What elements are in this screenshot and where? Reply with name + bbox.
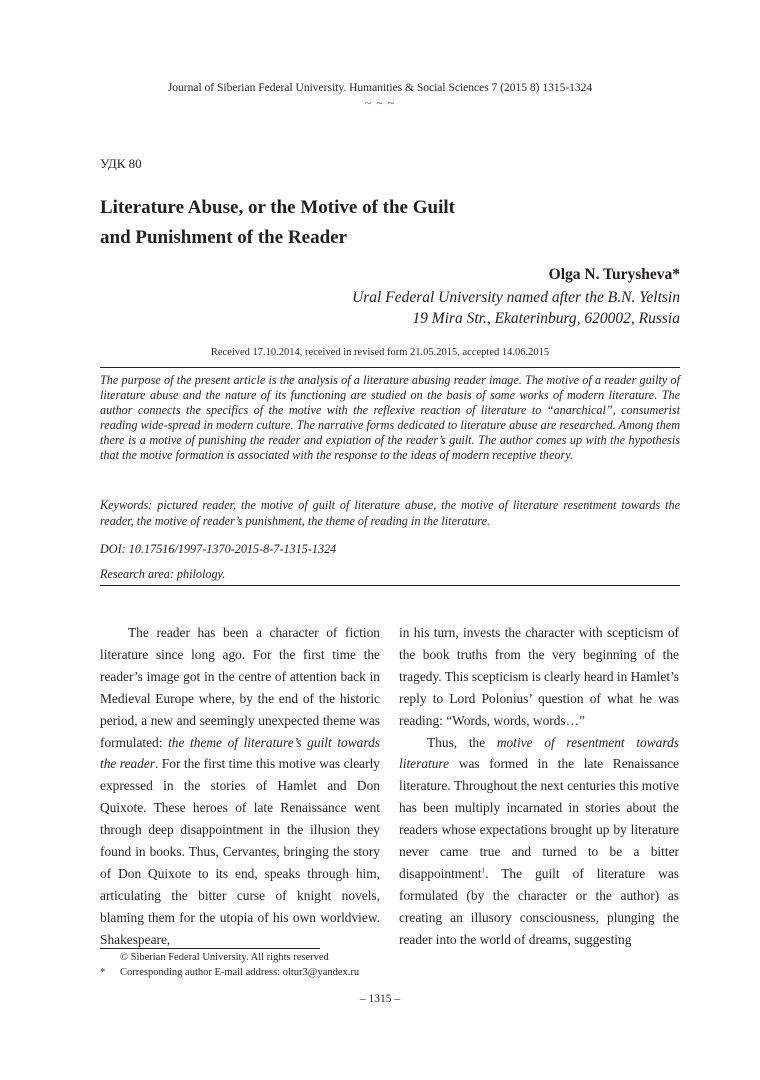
doi: DOI: 10.17516/1997-1370-2015-8-7-1315-1324 — [100, 542, 337, 556]
footnote-ref: 1 — [481, 866, 486, 875]
corresponding-author-note — [100, 967, 359, 978]
body-column-left — [100, 622, 380, 951]
affiliation-line-1: Ural Federal University named after the B.N. Yeltsin — [352, 289, 680, 306]
asterisk: * — [100, 967, 106, 978]
body-text: . The guilt of literature was formulated (by the character or the author) as creating an illusory consciousness, plunging the reader into the world of dreams, suggesting — [399, 865, 679, 947]
emphasis-text: the theme of literature’s guilt towards the reader — [100, 734, 380, 772]
title-line-2: and Punishment of the Reader — [100, 227, 348, 248]
keywords: Keywords: pictured reader, the motive of guilt of literature abuse, the motive of literature resentment towards the reader, the motive of reader’s punishment, the theme of reading in the literature. — [100, 498, 680, 528]
abstract-top-rule — [100, 367, 680, 368]
body-text: . For the first time this motive was clearly expressed in the stories of Hamlet and Don Quixote. These heroes of late Renaissance went through deep disappointment in the illusion they found in books. Thus, Cervantes, bringing the story of Don Quixote to its end, speaks through him, articulating the bitter curse of knight novels, blaming them for the utopia of his own worldview. Shakespeare, — [100, 756, 380, 947]
article-title — [100, 193, 600, 253]
abstract: The purpose of the present article is the analysis of a literature abusing reader image. The motive of a reader guilty of literature abuse and the nature of its functioning are studied on the basis of some works of modern literature. The author connects the specifics of the motive with the reflexive reaction of literature to “anarchical”, consumerist reading wide-spread in modern culture. The narrative forms dedicated to literature abuse are researched. Among them there is a motive of punishing the reader and expiation of the reader’s guilt. The author comes up with the hypothesis that the motive formation is associated with the response to the ideas of modern receptive theory. — [100, 373, 680, 462]
author-name: Olga N. Turysheva* — [548, 266, 680, 283]
body-paragraph — [399, 732, 679, 951]
body-text: The reader has been a character of fiction literature since long ago. For the first time the reader’s image got in the centre of attention back in Medieval Europe where, by the end of the historic period, a new and seemingly unexpected theme was formulated: — [100, 625, 380, 750]
body-paragraph — [100, 622, 380, 951]
udk-code: УДК 80 — [100, 156, 142, 171]
body-text: Thus, the — [427, 734, 497, 750]
body-column-right — [399, 622, 679, 951]
title-line-1: Literature Abuse, or the Motive of the Guilt — [100, 197, 455, 218]
affiliation-line-2: 19 Mira Str., Ekaterinburg, 620002, Russia — [412, 310, 680, 327]
journal-header: Journal of Siberian Federal University. Humanities & Social Sciences 7 (2015 8) 1315-1324 — [167, 82, 593, 94]
received-dates: Received 17.10.2014, received in revised form 21.05.2015, accepted 14.06.2015 — [210, 347, 550, 358]
body-text: was formed in the late Renaissance literature. Throughout the next centuries this motive has been multiply incarnated in stories about the readers whose expectations brought up by literature never came true and turned to be a bitter disappointment — [399, 756, 679, 881]
abstract-bottom-rule — [100, 585, 680, 586]
header-ornament: ~ ~ ~ — [364, 96, 396, 110]
author-affiliation — [120, 287, 680, 329]
page-number: – 1315 – — [359, 993, 401, 1005]
corresponding-email: Corresponding author E-mail address: oltur3@yandex.ru — [120, 967, 360, 978]
copyright-note: © Siberian Federal University. All rights reserved — [120, 952, 329, 963]
emphasis-text: motive of resentment towards literature — [399, 734, 680, 772]
body-paragraph: in his turn, invests the character with scepticism of the book truths from the very beginning of the tragedy. This scepticism is clearly heard in Hamlet’s reply to Lord Polonius’ question of what he was reading: “Words, words, words…” — [399, 625, 680, 728]
footnote-rule — [100, 948, 320, 949]
research-area: Research area: philology. — [100, 567, 226, 581]
